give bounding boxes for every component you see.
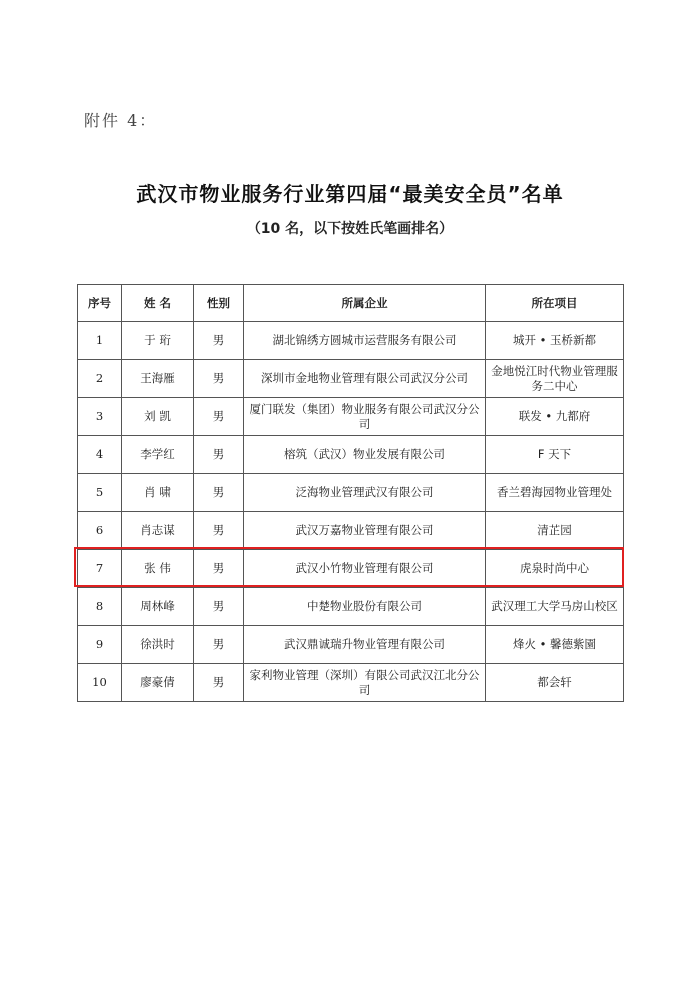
cell-gender: 男 [194,512,244,550]
header-gender: 性别 [194,285,244,322]
table-row [78,664,624,702]
cell-project: F 天下 [486,436,624,474]
cell-gender: 男 [194,398,244,436]
cell-gender: 男 [194,436,244,474]
cell-name: 徐洪时 [122,626,194,664]
cell-name: 周林峰 [122,588,194,626]
cell-number: 9 [78,626,122,664]
cell-name: 于 珩 [122,322,194,360]
cell-project: 金地悦江时代物业管理服务二中心 [486,360,624,398]
cell-company: 榕筑（武汉）物业发展有限公司 [244,436,486,474]
cell-project: 清芷园 [486,512,624,550]
cell-project: 城开 • 玉桥新都 [486,322,624,360]
table-row [78,360,624,398]
cell-company: 家利物业管理（深圳）有限公司武汉江北分公司 [244,664,486,702]
cell-number: 2 [78,360,122,398]
header-number: 序号 [78,285,122,322]
table-row [78,398,624,436]
cell-name: 王海雁 [122,360,194,398]
table-row [78,588,624,626]
cell-project: 都会轩 [486,664,624,702]
cell-company: 泛海物业管理武汉有限公司 [244,474,486,512]
table-header-row [78,285,624,322]
cell-company: 中楚物业股份有限公司 [244,588,486,626]
cell-name: 张 伟 [122,550,194,588]
cell-name: 刘 凯 [122,398,194,436]
document-subtitle: （10 名，以下按姓氏笔画排名） [246,221,454,237]
table-row [78,474,624,512]
cell-project: 烽火 • 馨德紫園 [486,626,624,664]
cell-company: 武汉万嘉物业管理有限公司 [244,512,486,550]
cell-gender: 男 [194,664,244,702]
cell-number: 10 [78,664,122,702]
cell-company: 深圳市金地物业管理有限公司武汉分公司 [244,360,486,398]
cell-project: 联发 • 九都府 [486,398,624,436]
table-row [78,512,624,550]
cell-company: 武汉鼎诚瑞升物业管理有限公司 [244,626,486,664]
cell-gender: 男 [194,360,244,398]
cell-gender: 男 [194,322,244,360]
header-name: 姓 名 [122,285,194,322]
cell-number: 5 [78,474,122,512]
cell-gender: 男 [194,550,244,588]
cell-number: 1 [78,322,122,360]
cell-company: 厦门联发（集团）物业服务有限公司武汉分公司 [244,398,486,436]
attachment-label: 附件 4： [84,111,158,130]
cell-project: 虎泉时尚中心 [486,550,624,588]
table-row [78,626,624,664]
cell-number: 6 [78,512,122,550]
cell-number: 3 [78,398,122,436]
cell-name: 李学红 [122,436,194,474]
table-row [78,436,624,474]
cell-company: 武汉小竹物业管理有限公司 [244,550,486,588]
cell-name: 肖志谋 [122,512,194,550]
cell-project: 武汉理工大学马房山校区 [486,588,624,626]
cell-gender: 男 [194,588,244,626]
cell-name: 廖豪倩 [122,664,194,702]
document-title: 武汉市物业服务行业第四届“最美安全员”名单 [136,182,564,206]
cell-project: 香兰碧海园物业管理处 [486,474,624,512]
cell-name: 肖 啸 [122,474,194,512]
cell-number: 4 [78,436,122,474]
cell-company: 湖北锦绣方圆城市运营服务有限公司 [244,322,486,360]
header-company: 所属企业 [244,285,486,322]
table-row [78,322,624,360]
table-row-highlighted [78,550,624,588]
roster-table [77,284,624,702]
cell-gender: 男 [194,626,244,664]
header-project: 所在项目 [486,285,624,322]
cell-number: 7 [78,550,122,588]
cell-number: 8 [78,588,122,626]
cell-gender: 男 [194,474,244,512]
